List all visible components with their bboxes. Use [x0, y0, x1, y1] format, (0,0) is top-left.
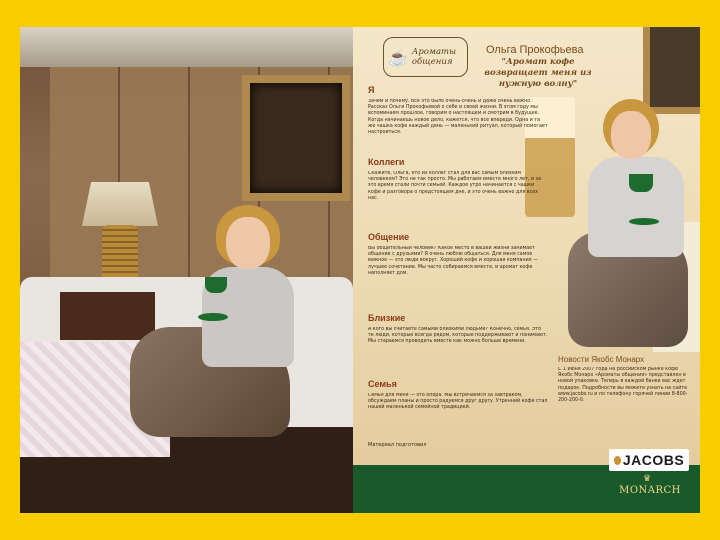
woman-top-right — [588, 157, 684, 257]
news-text: С 1 июня 2007 года на российском рынке кофе Якобс Монарх «Ароматы общения» представлен в новой упаковке. Теперь в каждой банке вас ждет подарок. Подробности вы можете узнать на сайте www.jacobs.ru и по телефону горячей линии 8-800-200-200-0. — [558, 367, 688, 404]
magazine-spread — [20, 27, 700, 513]
curtain — [20, 27, 353, 67]
section-text: Семья для меня — это опора. Мы встречаемся за завтраком, обсуждаем планы и просто радуемся друг другу. Утренний кофе стал нашей маленькой семейной традицией. — [368, 393, 548, 411]
crown-icon: ♛ — [643, 474, 652, 484]
saucer — [198, 313, 228, 321]
section-title: Коллеги — [368, 157, 405, 167]
mirror-right — [643, 27, 700, 114]
mirror — [242, 75, 350, 201]
article-page-right — [353, 27, 700, 513]
author-credit: Материал подготовил — [368, 442, 427, 448]
section-text: Зачем и почему. Все это было очень-очень и даже очень важно. Рассказ Ольги Прокофьевой о себе и своей жизни. В этом году мы вспоминаем прошлое, говорим о настоящем и смотрим в будущее. Когда начинаешь новое дело, кажется, что все впереди. Одна и та же чашка кофе каждый день — маленький ритуал, который помогает настроиться. — [368, 99, 548, 136]
interviewee-name: Ольга Прокофьева — [486, 44, 584, 56]
section-text: Вы общительный человек? Какое место в вашей жизни занимает общение с друзьями? Я очень люблю общаться. Для меня самое важное — это люди вокруг. Хороший кофе и хорошая компания — лучшее сочетание. Мы часто собираемся вместе, и аромат кофе наполняет дом. — [368, 246, 538, 276]
section-text: Скажите, Ольга, кто из коллег стал для вас самым близким человеком? Это не так просто. Мы работаем вместе много лет, и за это время стали почти семьей. Каждое утро начинается с чашки кофе и разговора о предстоящем дне, и это очень важно для всех нас. — [368, 171, 542, 201]
nightstand — [60, 292, 155, 340]
section-title: Близкие — [368, 313, 406, 323]
jacobs-logo — [609, 449, 689, 471]
section-title: Общение — [368, 232, 410, 242]
woman-face — [226, 217, 270, 269]
coffee-cup — [205, 277, 227, 293]
saucer-right — [629, 218, 659, 225]
brand-top: JACOBS — [622, 452, 685, 468]
news-title: Новости Якобс Монарх — [558, 355, 645, 364]
section-title: Семья — [368, 379, 397, 389]
woman-face-right — [611, 111, 651, 159]
aromaty-logo — [383, 37, 468, 77]
coffee-cup-right — [629, 174, 653, 192]
lamp-shade — [82, 182, 158, 226]
headline-quote: "Аромат кофе возвращает меня из нужную волну" — [484, 57, 592, 89]
section-text: А кого вы считаете самыми близкими людьми? Конечно, семья. Это те люди, которые всегда рядом, которые поддерживают и понимают. Мы стараемся проводить вместе как можно больше времени. — [368, 327, 548, 345]
logo-text: Ароматы общения — [411, 47, 457, 67]
section-title: Я — [368, 85, 375, 95]
photo-page-left — [20, 27, 353, 513]
coffee-bean-icon — [614, 456, 621, 465]
coffee-cup-icon: ☕ — [388, 47, 408, 67]
brand-bottom: MONARCH — [619, 485, 681, 496]
